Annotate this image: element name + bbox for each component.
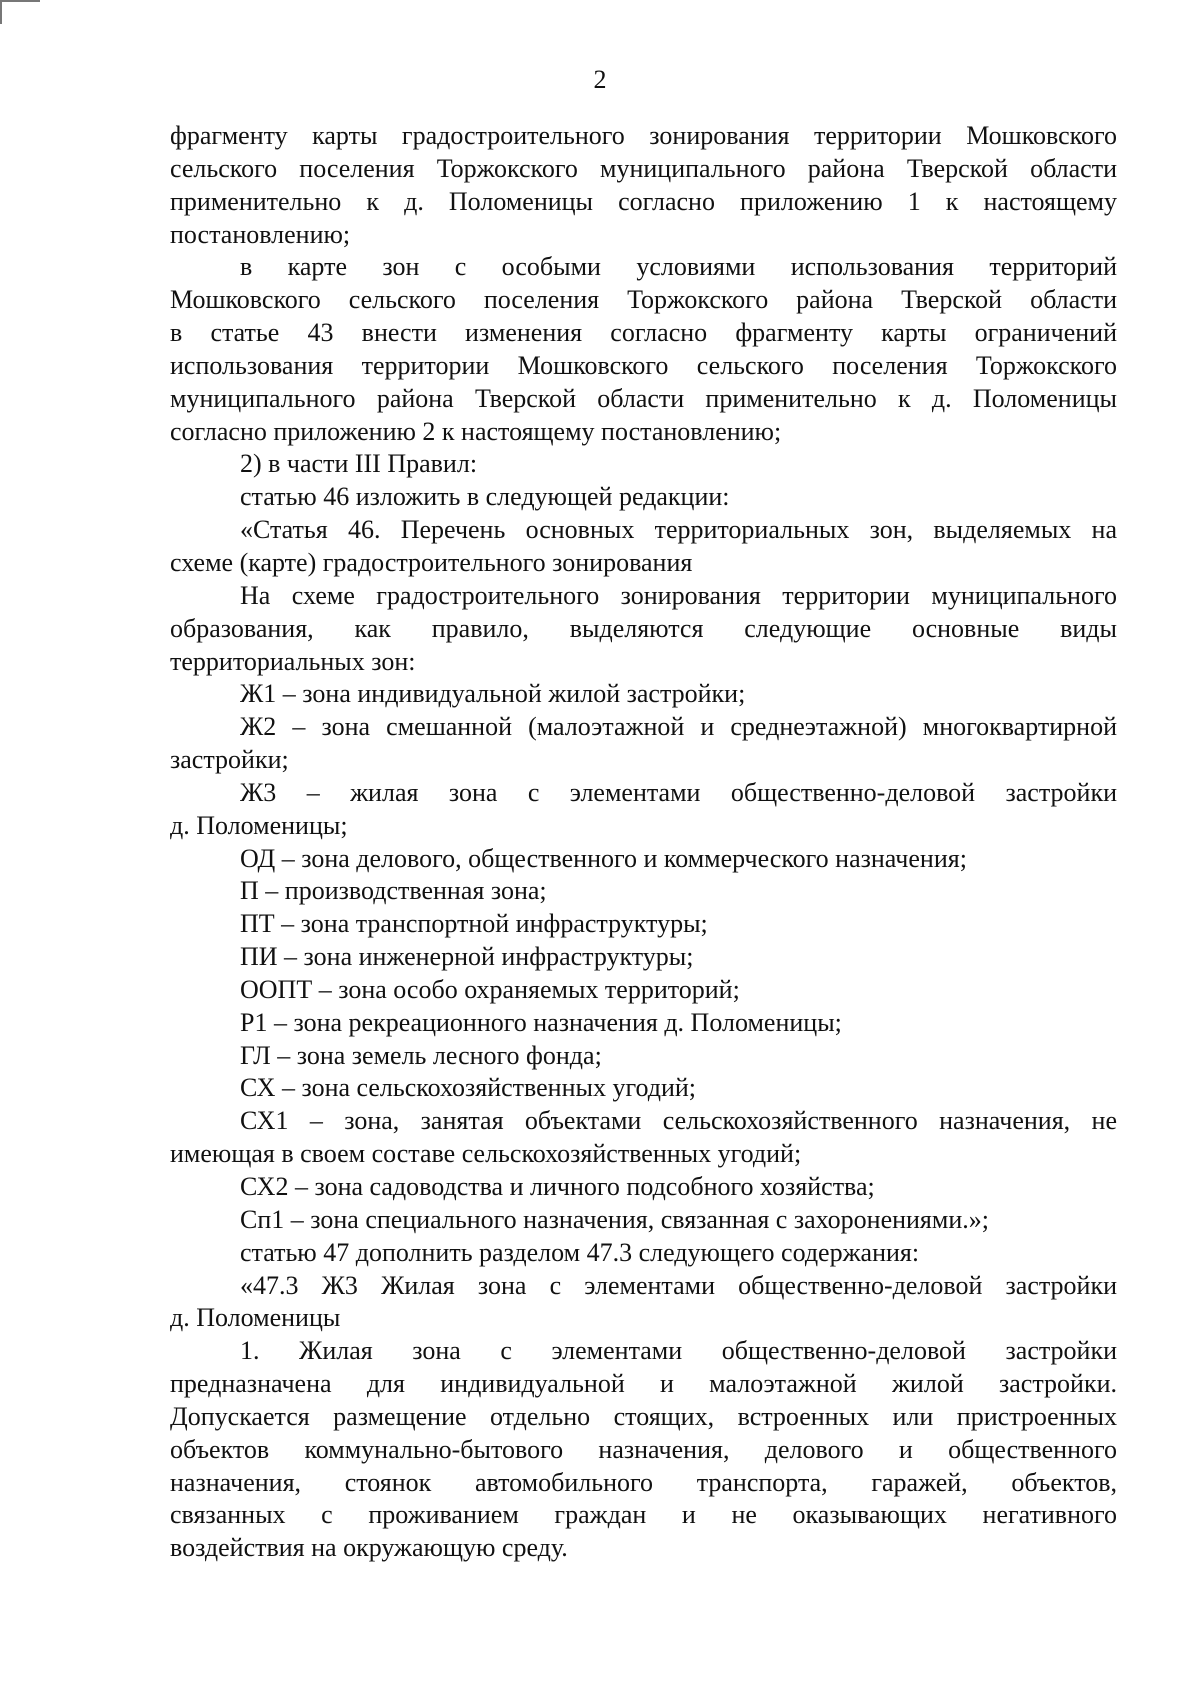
text-line: статью 46 изложить в следующей редакции: [240,482,730,512]
text-line: фрагменту карты градостроительного зонирования территории Мошковского [170,121,1117,150]
text-line: ООПТ – зона особо охраняемых территорий; [240,974,740,1004]
text-line: Сп1 – зона специального назначения, связанная с захоронениями.»; [240,1204,989,1234]
scan-edge-mark-left [0,0,2,24]
text-line: территориальных зон: [170,646,416,676]
text-line: связанных с проживанием граждан и не оказывающих негативного [170,1500,1117,1530]
text-line: ПИ – зона инженерной инфраструктуры; [240,942,694,972]
text-line: Допускается размещение отдельно стоящих, встроенных или пристроенных [170,1401,1117,1431]
scan-edge-mark-top [0,0,40,2]
text-line: в статье 43 внести изменения согласно фрагменту карты ограничений [170,318,1117,348]
text-line: муниципального района Тверской области применительно к д. Поломеницы [170,383,1117,413]
text-line: применительно к д. Поломеницы согласно приложению 1 к настоящему [170,186,1117,216]
text-line: воздействия на окружающую среду. [170,1533,568,1563]
text-line: «Статья 46. Перечень основных территориальных зон, выделяемых на [240,515,1117,545]
text-line: СХ – зона сельскохозяйственных угодий; [240,1073,697,1103]
text-line: ГЛ – зона земель лесного фонда; [240,1040,602,1070]
page-number: 2 [593,65,607,94]
text-line: согласно приложению 2 к настоящему постановлению; [170,416,782,446]
text-line: СХ2 – зона садоводства и личного подсобного хозяйства; [240,1172,875,1201]
text-line: сельского поселения Торжокского муниципального района Тверской области [170,153,1117,183]
text-line: «47.3 Ж3 Жилая зона с элементами общественно-деловой застройки [240,1270,1117,1300]
text-line: д. Поломеницы; [170,810,348,840]
text-line: использования территории Мошковского сельского поселения Торжокского [170,350,1117,380]
text-line: СХ1 – зона, занятая объектами сельскохозяйственного назначения, не [240,1106,1117,1136]
text-line: 2) в части III Правил: [240,449,478,479]
text-line: постановлению; [170,219,351,249]
text-line: Ж3 – жилая зона с элементами общественно-деловой застройки [240,777,1117,807]
text-line: П – производственная зона; [240,876,547,906]
text-line: 1. Жилая зона с элементами общественно-деловой застройки [240,1336,1117,1366]
text-line: застройки; [170,745,289,775]
text-line: Ж1 – зона индивидуальной жилой застройки; [240,679,746,709]
text-line: в карте зон с особыми условиями использования территорий [240,252,1117,282]
text-line: предназначена для индивидуальной и малоэтажной жилой застройки. [170,1369,1117,1399]
text-line: статью 47 дополнить разделом 47.3 следующего содержания: [240,1237,920,1267]
text-line: д. Поломеницы [170,1303,341,1333]
text-line: Ж2 – зона смешанной (малоэтажной и среднеэтажной) многоквартирной [240,712,1117,742]
text-line: ПТ – зона транспортной инфраструктуры; [240,909,708,939]
document-body [170,120,1117,1565]
text-line: имеющая в своем составе сельскохозяйственных угодий; [170,1139,802,1169]
text-line: объектов коммунально-бытового назначения, делового и общественного [170,1434,1117,1464]
text-line: ОД – зона делового, общественного и коммерческого назначения; [240,843,967,873]
text-line: На схеме градостроительного зонирования территории муниципального [240,580,1117,610]
text-line: Мошковского сельского поселения Торжокского района Тверской области [170,285,1117,315]
text-line: Р1 – зона рекреационного назначения д. Поломеницы; [240,1007,842,1037]
text-line: схеме (карте) градостроительного зонирования [170,547,693,577]
text-line: назначения, стоянок автомобильного транспорта, гаражей, объектов, [170,1467,1117,1497]
text-line: образования, как правило, выделяются следующие основные виды [170,613,1117,643]
